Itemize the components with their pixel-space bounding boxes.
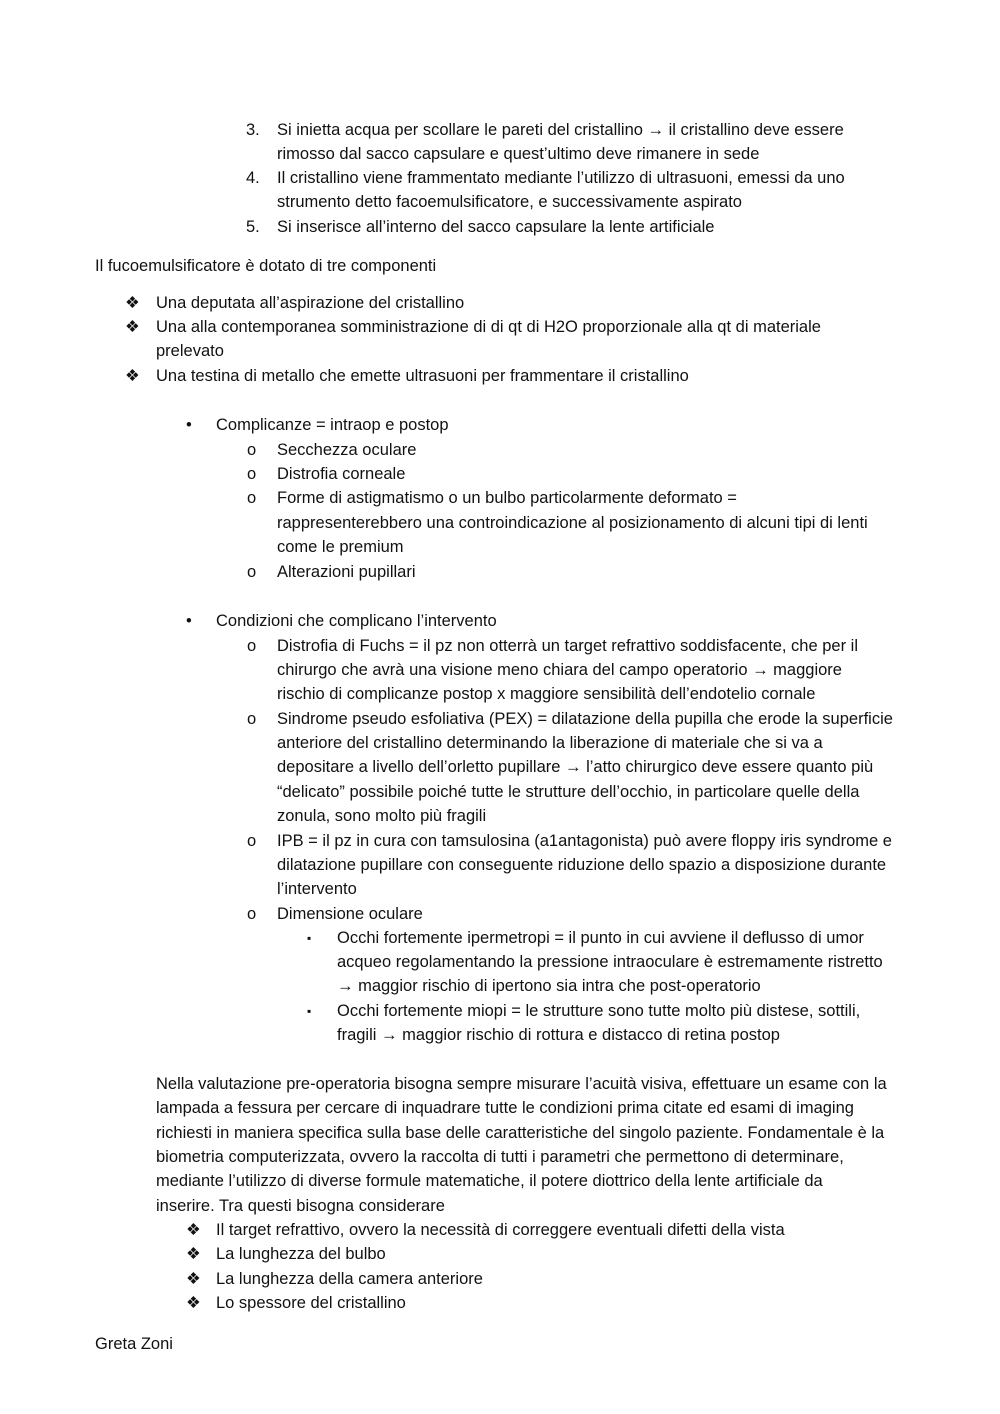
component-item: Una deputata all’aspirazione del cristallino (156, 294, 465, 312)
sub-item: acqueo regolamentando la pressione intraoculare è estremamente ristretto (337, 953, 883, 971)
square-bullet-icon: ▪ (307, 931, 312, 945)
condizione-item: chirurgo che avrà una visione meno chiara del campo operatorio → maggiore (277, 661, 842, 679)
circle-bullet-icon: o (247, 905, 257, 923)
condizione-item: zonula, sono molto più fragili (277, 807, 487, 825)
condizione-item: IPB = il pz in cura con tamsulosina (a1antagonista) può avere floppy iris syndrome e (277, 832, 892, 850)
list-number: 4. (246, 169, 260, 187)
condizione-item: Sindrome pseudo esfoliativa (PEX) = dilatazione della pupilla che erode la superficie (277, 710, 893, 728)
diamond-bullet-icon: ❖ (186, 1270, 201, 1288)
circle-bullet-icon: o (247, 489, 257, 507)
complicanza-item: Secchezza oculare (277, 441, 417, 459)
list-item-text: Il cristallino viene frammentato mediante l’utilizzo di ultrasuoni, emessi da uno (277, 169, 845, 187)
list-item-text: strumento detto facoemulsificatore, e successivamente aspirato (277, 193, 742, 211)
condizione-item: dilatazione pupillare con conseguente riduzione dello spazio a disposizione durante (277, 856, 887, 874)
page-footer-author: Greta Zoni (95, 1335, 173, 1353)
sub-item: → maggior rischio di ipertono sia intra che post-operatorio (337, 977, 761, 995)
list-item-text: Si inietta acqua per scollare le pareti del cristallino → il cristallino deve essere (277, 121, 844, 139)
complicanza-item: Alterazioni pupillari (277, 563, 416, 581)
diamond-bullet-icon: ❖ (186, 1294, 201, 1312)
paragraph-line: mediante l’utilizzo di diverse formule matematiche, il potere diottrico della lente artificiale da (156, 1172, 823, 1190)
bullet-icon: • (186, 612, 192, 630)
condizione-item: Distrofia di Fuchs = il pz non otterrà un target refrattivo soddisfacente, che per il (277, 637, 858, 655)
complicanza-item: come le premium (277, 538, 404, 556)
complicanza-item: Forme di astigmatismo o un bulbo particolarmente deformato = (277, 489, 737, 507)
condizione-item: rischio di complicanze postop x maggiore sensibilità dell’endotelio cornale (277, 685, 816, 703)
parameter-item: La lunghezza della camera anteriore (216, 1270, 483, 1288)
component-item: Una alla contemporanea somministrazione di di qt di H2O proporzionale alla qt di materiale (156, 318, 821, 336)
parameter-item: La lunghezza del bulbo (216, 1245, 386, 1263)
paragraph-line: richiesti in maniera specifica sulla base delle caratteristiche del singolo paziente. Fondamentale è la (156, 1124, 885, 1142)
paragraph-line: biometria computerizzata, ovvero la raccolta di tutti i parametri che permettono di determinare, (156, 1148, 844, 1166)
diamond-bullet-icon: ❖ (125, 318, 140, 336)
condizione-item: “delicato” possibile poiché tutte le strutture dell’occhio, in particolare quelle della (277, 783, 860, 801)
parameter-item: Il target refrattivo, ovvero la necessità di correggere eventuali difetti della vista (216, 1221, 785, 1239)
bullet-icon: • (186, 416, 192, 434)
circle-bullet-icon: o (247, 441, 257, 459)
sub-item: Occhi fortemente ipermetropi = il punto in cui avviene il deflusso di umor (337, 929, 864, 947)
sub-item: Occhi fortemente miopi = le strutture sono tutte molto più distese, sottili, (337, 1002, 861, 1020)
condizione-item: anteriore del cristallino determinando la liberazione di materiale che si va a (277, 734, 823, 752)
circle-bullet-icon: o (247, 563, 257, 581)
component-item: prelevato (156, 342, 224, 360)
list-item-text: rimosso dal sacco capsulare e quest’ultimo deve rimanere in sede (277, 145, 760, 163)
list-number: 3. (246, 121, 260, 139)
condizione-item: depositare a livello dell’orletto pupillare → l’atto chirurgico deve essere quanto più (277, 758, 874, 776)
circle-bullet-icon: o (247, 832, 257, 850)
diamond-bullet-icon: ❖ (186, 1221, 201, 1239)
sub-item: fragili → maggior rischio di rottura e distacco di retina postop (337, 1026, 780, 1044)
condizione-item: Dimensione oculare (277, 905, 423, 923)
parameter-item: Lo spessore del cristallino (216, 1294, 406, 1312)
diamond-bullet-icon: ❖ (186, 1245, 201, 1263)
condizioni-heading: Condizioni che complicano l’intervento (216, 612, 497, 630)
circle-bullet-icon: o (247, 710, 257, 728)
paragraph-line: inserire. Tra questi bisogna considerare (156, 1197, 445, 1215)
list-item-text: Si inserisce all’interno del sacco capsulare la lente artificiale (277, 218, 715, 236)
square-bullet-icon: ▪ (307, 1004, 312, 1018)
diamond-bullet-icon: ❖ (125, 367, 140, 385)
section-intro: Il fucoemulsificatore è dotato di tre componenti (95, 257, 437, 275)
circle-bullet-icon: o (247, 637, 257, 655)
condizione-item: l’intervento (277, 880, 357, 898)
list-number: 5. (246, 218, 260, 236)
circle-bullet-icon: o (247, 465, 257, 483)
complicanza-item: Distrofia corneale (277, 465, 406, 483)
diamond-bullet-icon: ❖ (125, 294, 140, 312)
paragraph-line: lampada a fessura per cercare di inquadrare tutte le condizioni prima citate ed esami di imaging (156, 1099, 854, 1117)
complicanza-item: rappresenterebbero una controindicazione al posizionamento di alcuni tipi di lenti (277, 514, 868, 532)
paragraph-line: Nella valutazione pre-operatoria bisogna sempre misurare l’acuità visiva, effettuare un esame con la (156, 1075, 887, 1093)
complicanze-heading: Complicanze = intraop e postop (216, 416, 449, 434)
component-item: Una testina di metallo che emette ultrasuoni per frammentare il cristallino (156, 367, 689, 385)
